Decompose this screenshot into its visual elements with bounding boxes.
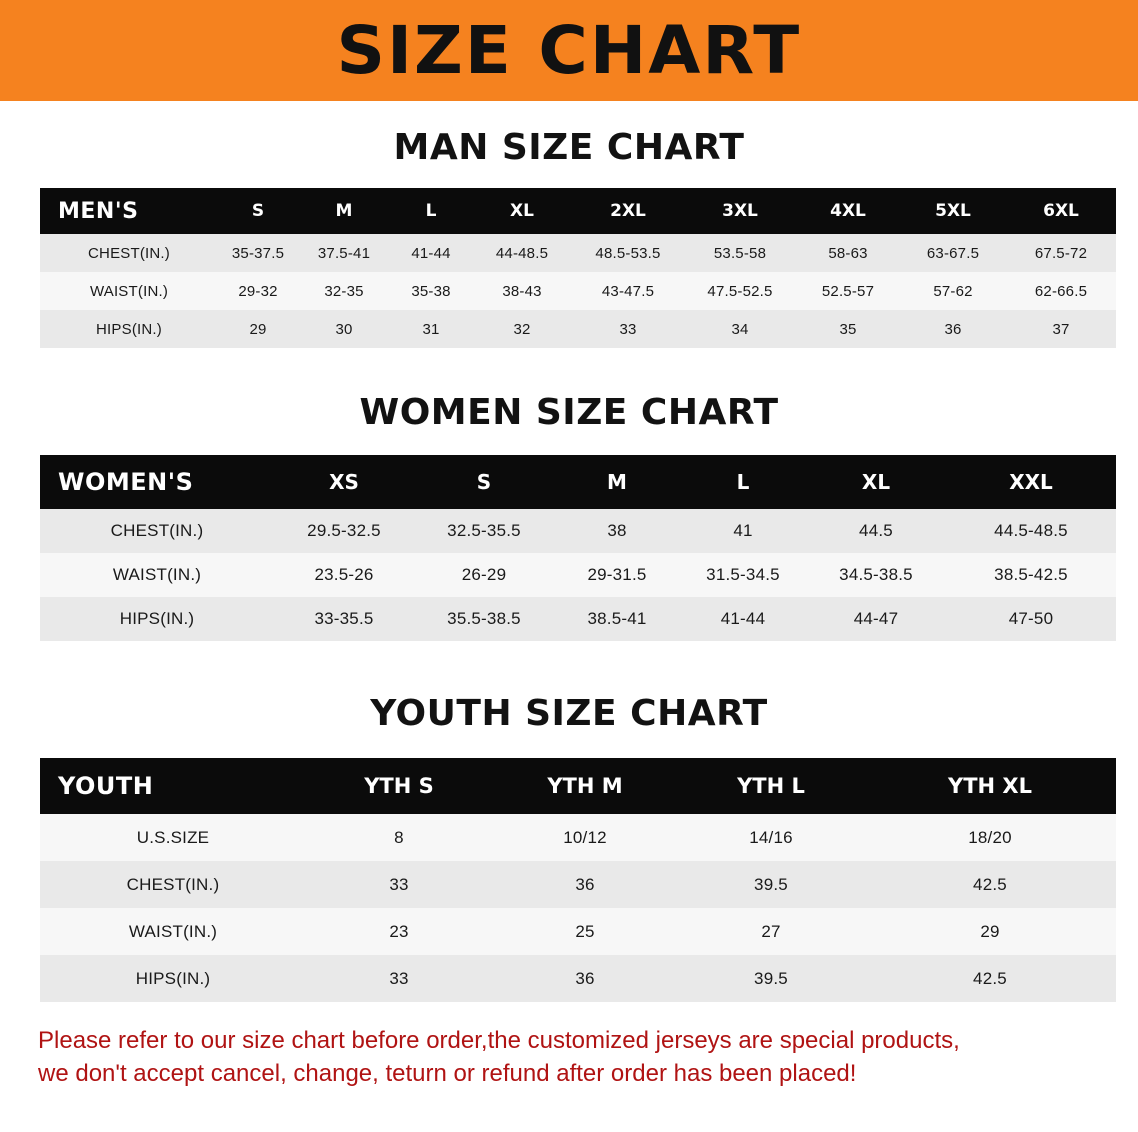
women-size-header-xl: XL	[806, 455, 946, 509]
women-table-wrapper	[40, 455, 1098, 641]
youth-table-header	[40, 758, 1116, 814]
youth-corner-label: YOUTH	[40, 758, 306, 814]
women-size-header-xs: XS	[274, 455, 414, 509]
women-waist-m: 29-31.5	[554, 553, 680, 597]
table-row	[40, 908, 1116, 955]
disclaimer-line-1: Please refer to our size chart before order,the customized jerseys are special products,	[38, 1027, 960, 1054]
men-size-table	[40, 188, 1116, 348]
youth-waist-xl: 29	[864, 908, 1116, 955]
men-hips-s: 29	[218, 310, 298, 348]
youth-size-header-l: YTH L	[678, 758, 864, 814]
women-waist-xxl: 38.5-42.5	[946, 553, 1116, 597]
men-row-label-waist: WAIST(IN.)	[40, 272, 218, 310]
table-row	[40, 234, 1116, 272]
man-table-wrapper	[40, 188, 1098, 348]
disclaimer-note	[38, 1024, 1100, 1090]
table-row	[40, 597, 1116, 641]
women-waist-xs: 23.5-26	[274, 553, 414, 597]
men-waist-xl: 38-43	[472, 272, 572, 310]
men-corner-label: MEN'S	[40, 188, 218, 234]
men-size-header-3xl: 3XL	[684, 188, 796, 234]
women-chest-l: 41	[680, 509, 806, 553]
youth-waist-s: 23	[306, 908, 492, 955]
men-waist-5xl: 57-62	[900, 272, 1006, 310]
women-row-label-waist: WAIST(IN.)	[40, 553, 274, 597]
men-chest-s: 35-37.5	[218, 234, 298, 272]
youth-ussize-xl: 18/20	[864, 814, 1116, 861]
men-hips-2xl: 33	[572, 310, 684, 348]
women-hips-xl: 44-47	[806, 597, 946, 641]
men-waist-3xl: 47.5-52.5	[684, 272, 796, 310]
youth-waist-m: 25	[492, 908, 678, 955]
men-chest-m: 37.5-41	[298, 234, 390, 272]
youth-table-wrapper	[40, 758, 1098, 1002]
women-corner-label: WOMEN'S	[40, 455, 274, 509]
men-hips-5xl: 36	[900, 310, 1006, 348]
disclaimer-line-2: we don't accept cancel, change, teturn or refund after order has been placed!	[38, 1060, 857, 1088]
youth-ussize-s: 8	[306, 814, 492, 861]
men-waist-l: 35-38	[390, 272, 472, 310]
youth-ussize-m: 10/12	[492, 814, 678, 861]
men-size-header-m: M	[298, 188, 390, 234]
men-chest-3xl: 53.5-58	[684, 234, 796, 272]
table-row	[40, 310, 1116, 348]
youth-chest-xl: 42.5	[864, 861, 1116, 908]
women-waist-xl: 34.5-38.5	[806, 553, 946, 597]
women-chest-xs: 29.5-32.5	[274, 509, 414, 553]
table-row	[40, 861, 1116, 908]
youth-chest-s: 33	[306, 861, 492, 908]
men-size-header-4xl: 4XL	[796, 188, 900, 234]
women-chest-s: 32.5-35.5	[414, 509, 554, 553]
youth-chest-l: 39.5	[678, 861, 864, 908]
men-header-row	[40, 188, 1116, 234]
men-chest-2xl: 48.5-53.5	[572, 234, 684, 272]
men-hips-m: 30	[298, 310, 390, 348]
youth-section-title: YOUTH SIZE CHART	[370, 693, 768, 734]
men-waist-4xl: 52.5-57	[796, 272, 900, 310]
men-size-header-2xl: 2XL	[572, 188, 684, 234]
men-chest-xl: 44-48.5	[472, 234, 572, 272]
women-size-header-xxl: XXL	[946, 455, 1116, 509]
youth-row-label-waist: WAIST(IN.)	[40, 908, 306, 955]
men-chest-5xl: 63-67.5	[900, 234, 1006, 272]
men-waist-2xl: 43-47.5	[572, 272, 684, 310]
men-size-header-s: S	[218, 188, 298, 234]
men-size-header-xl: XL	[472, 188, 572, 234]
men-chest-4xl: 58-63	[796, 234, 900, 272]
women-hips-xs: 33-35.5	[274, 597, 414, 641]
youth-row-label-chest: CHEST(IN.)	[40, 861, 306, 908]
women-hips-l: 41-44	[680, 597, 806, 641]
men-waist-s: 29-32	[218, 272, 298, 310]
men-row-label-hips: HIPS(IN.)	[40, 310, 218, 348]
women-chest-xxl: 44.5-48.5	[946, 509, 1116, 553]
youth-row-label-hips: HIPS(IN.)	[40, 955, 306, 1002]
women-chest-m: 38	[554, 509, 680, 553]
women-hips-s: 35.5-38.5	[414, 597, 554, 641]
women-table-header	[40, 455, 1116, 509]
table-row	[40, 272, 1116, 310]
men-row-label-chest: CHEST(IN.)	[40, 234, 218, 272]
men-size-header-l: L	[390, 188, 472, 234]
youth-header-row	[40, 758, 1116, 814]
page-title: SIZE CHART	[336, 11, 802, 89]
youth-row-label-ussize: U.S.SIZE	[40, 814, 306, 861]
men-waist-m: 32-35	[298, 272, 390, 310]
men-chest-l: 41-44	[390, 234, 472, 272]
men-chest-6xl: 67.5-72	[1006, 234, 1116, 272]
men-hips-6xl: 37	[1006, 310, 1116, 348]
women-section-title: WOMEN SIZE CHART	[359, 392, 779, 433]
men-size-header-6xl: 6XL	[1006, 188, 1116, 234]
youth-hips-xl: 42.5	[864, 955, 1116, 1002]
women-size-header-l: L	[680, 455, 806, 509]
table-row	[40, 955, 1116, 1002]
women-table-body	[40, 509, 1116, 641]
youth-size-header-xl: YTH XL	[864, 758, 1116, 814]
youth-hips-l: 39.5	[678, 955, 864, 1002]
men-waist-6xl: 62-66.5	[1006, 272, 1116, 310]
youth-hips-m: 36	[492, 955, 678, 1002]
women-size-header-m: M	[554, 455, 680, 509]
youth-size-header-s: YTH S	[306, 758, 492, 814]
youth-table-body	[40, 814, 1116, 1002]
women-row-label-chest: CHEST(IN.)	[40, 509, 274, 553]
women-size-header-s: S	[414, 455, 554, 509]
women-chest-xl: 44.5	[806, 509, 946, 553]
men-table-body	[40, 234, 1116, 348]
youth-hips-s: 33	[306, 955, 492, 1002]
men-table-header	[40, 188, 1116, 234]
youth-ussize-l: 14/16	[678, 814, 864, 861]
men-hips-3xl: 34	[684, 310, 796, 348]
youth-size-table	[40, 758, 1116, 1002]
women-header-row	[40, 455, 1116, 509]
women-row-label-hips: HIPS(IN.)	[40, 597, 274, 641]
table-row	[40, 509, 1116, 553]
women-size-table	[40, 455, 1116, 641]
men-hips-4xl: 35	[796, 310, 900, 348]
men-size-header-5xl: 5XL	[900, 188, 1006, 234]
men-hips-xl: 32	[472, 310, 572, 348]
man-section-title: MAN SIZE CHART	[393, 127, 745, 168]
women-hips-xxl: 47-50	[946, 597, 1116, 641]
women-waist-s: 26-29	[414, 553, 554, 597]
youth-size-header-m: YTH M	[492, 758, 678, 814]
table-row	[40, 553, 1116, 597]
women-waist-l: 31.5-34.5	[680, 553, 806, 597]
women-hips-m: 38.5-41	[554, 597, 680, 641]
page-banner	[0, 0, 1138, 101]
youth-chest-m: 36	[492, 861, 678, 908]
table-row	[40, 814, 1116, 861]
men-hips-l: 31	[390, 310, 472, 348]
youth-waist-l: 27	[678, 908, 864, 955]
